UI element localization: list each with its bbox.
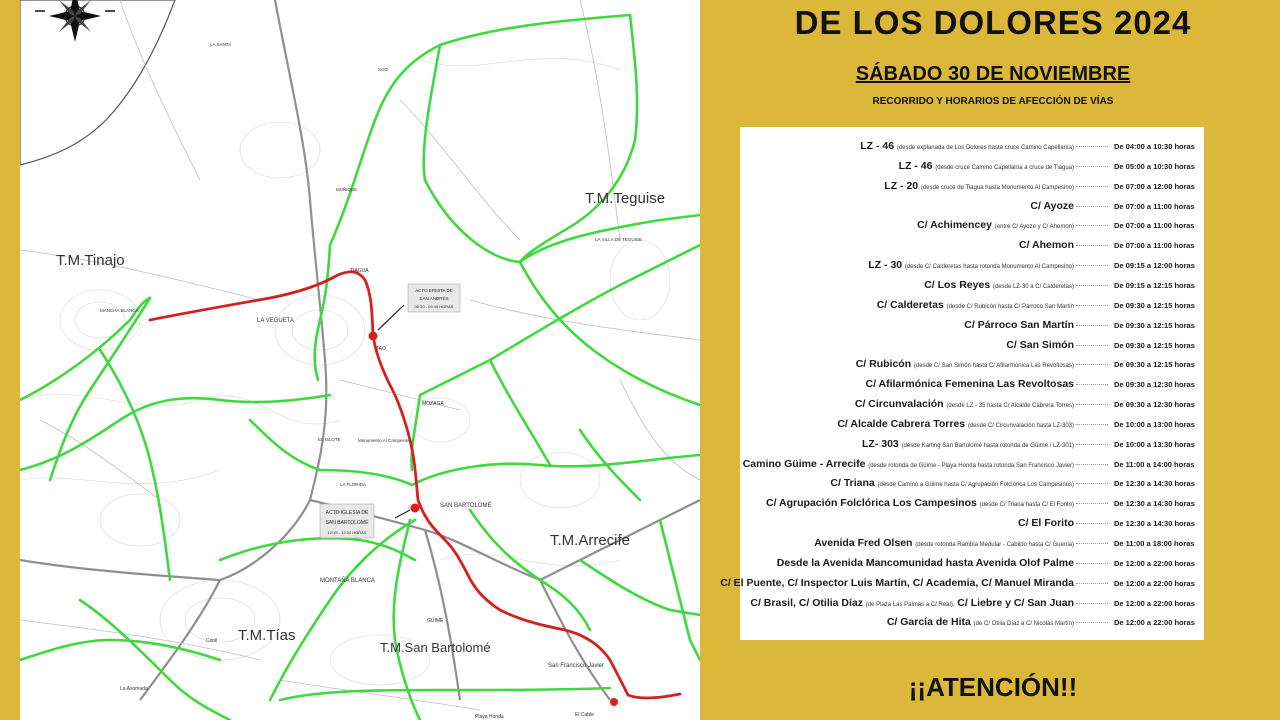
schedule-time: De 10:00 a 13:30 horas <box>1114 439 1195 449</box>
schedule-leader-dots <box>1076 146 1108 147</box>
municipality-label-teguise: T.M.Teguise <box>585 190 666 207</box>
schedule-road-main: C/ El Puente, C/ Inspector Luis Martín, C/ Academia, C/ Manuel Miranda <box>720 576 1074 589</box>
attention-text-cut <box>756 712 1236 720</box>
schedule-road-main: C/ Alcalde Cabrera Torres <box>837 417 966 430</box>
schedule-road-name <box>743 458 1074 470</box>
schedule-leader-dots <box>1076 384 1108 385</box>
schedule-road-detail: (desde LZ - 35 hasta C/ Alcalde Cabrera Torres) <box>946 403 1074 410</box>
schedule-row <box>740 534 1204 554</box>
schedule-row <box>740 276 1204 296</box>
place-label-tiagua: TIAGUA <box>350 268 369 274</box>
schedule-road-name <box>830 477 1074 489</box>
schedule-leader-dots <box>1076 404 1108 405</box>
schedule-road-main: C/ El Forito <box>1018 517 1074 530</box>
schedule-leader-dots <box>1076 603 1108 604</box>
event-callout-line3: 12:15 - 12:30 HORAS <box>327 530 367 535</box>
event-marker-san-bartolome <box>411 504 420 513</box>
schedule-road-main: LZ - 30 <box>868 259 903 272</box>
schedule-leader-dots <box>1076 206 1108 207</box>
schedule-road-detail: (desde rotonda Rambla Medular - Cabildo hasta C/ Guenia) <box>915 542 1074 548</box>
municipality-label-tias: T.M.Tías <box>238 627 296 644</box>
schedule-road-main: LZ - 20 <box>884 179 919 192</box>
schedule-road-main: C/ García de Hita <box>886 616 971 629</box>
place-label-soo: SOO <box>378 67 389 72</box>
schedule-time: De 09:30 a 12:15 horas <box>1114 300 1195 310</box>
schedule-road-name <box>964 319 1074 331</box>
event-callout-line1: ACTO ERMITA DE <box>415 288 453 293</box>
place-label-la-villa-de-teguise: LA VILLA DE TEGUISE <box>595 237 642 242</box>
schedule-leader-dots <box>1076 345 1108 346</box>
schedule-row <box>740 316 1204 336</box>
callout-line-san-andres <box>378 305 404 330</box>
schedule-road-detail: (desde explanada de Los Dolores hasta cruce Camino Capellanía) <box>896 145 1074 151</box>
schedule-row <box>740 435 1204 455</box>
schedule-road-name <box>1018 517 1074 529</box>
schedule-road-main: C/ Párroco San Martín <box>964 318 1074 331</box>
schedule-road-name <box>814 537 1074 549</box>
schedule-row <box>740 177 1204 197</box>
schedule-road-main: C/ Ayoze <box>1030 199 1074 212</box>
schedule-row <box>740 514 1204 534</box>
map-canvas <box>20 0 700 720</box>
schedule-time: De 11:00 a 14:00 horas <box>1114 459 1195 469</box>
green-roads <box>20 15 700 720</box>
info-panel <box>706 0 1280 720</box>
schedule-time: De 12:00 a 22:00 horas <box>1114 558 1195 568</box>
schedule-row <box>740 216 1204 236</box>
attention-heading: ¡¡ATENCIÓN!! <box>908 672 1078 702</box>
schedule-leader-dots <box>1076 444 1108 445</box>
schedule-road-main: LZ- 303 <box>862 437 899 450</box>
schedule-road-name <box>777 557 1074 569</box>
schedule-time: De 11:00 a 18:00 horas <box>1114 539 1195 548</box>
schedule-leader-dots <box>1076 543 1108 544</box>
place-label-san-bartolome: SAN BARTOLOMÉ <box>440 503 492 509</box>
schedule-row <box>740 474 1204 494</box>
page-subtitle: RECORRIDO Y HORARIOS DE AFECCIÓN DE VÍAS <box>872 96 1114 107</box>
schedule-road-detail: (desde cruce de Tiagua hasta Monumento Al Campesino) <box>920 184 1074 191</box>
place-label-la-vegueta: LA VEGUETA <box>257 318 294 324</box>
place-label-munique: MUÑIQUE <box>336 187 358 192</box>
schedule-time: De 05:00 a 10:30 horas <box>1114 161 1195 171</box>
place-label-conil: Conil <box>206 638 218 644</box>
schedule-road-name <box>862 438 1074 450</box>
place-label-la-asomada: La Asomada <box>120 686 148 692</box>
schedule-road-detail: (desde Camino a Güime hasta C/ Agrupación Folclórica Los Campesinos) <box>877 482 1074 489</box>
schedule-time: De 07:00 a 11:00 horas <box>1114 241 1195 251</box>
schedule-time: De 09:15 a 12:00 horas <box>1114 261 1195 271</box>
schedule-leader-dots <box>1076 265 1108 266</box>
schedule-row <box>740 336 1204 356</box>
schedule-time: De 12:30 a 14:30 horas <box>1114 499 1195 509</box>
schedule-row <box>740 494 1204 514</box>
schedule-road-main: C/ Afilarmónica Femenina Las Revoltosas <box>865 378 1074 391</box>
route-map <box>20 0 700 720</box>
callout-line-san-bartolome <box>395 510 410 518</box>
place-label-monumento: Monumento Al Campesino <box>358 438 411 443</box>
schedule-road-name <box>899 160 1074 172</box>
place-label-el-cable: El Cable <box>575 712 594 718</box>
schedule-row <box>720 574 1204 594</box>
schedule-road-detail: (desde cruce Camino Capellanía a cruce de Tiagua) <box>935 164 1074 171</box>
schedule-leader-dots <box>1076 285 1108 286</box>
schedule-leader-dots <box>1076 523 1108 524</box>
schedule-road-name <box>868 259 1074 271</box>
schedule-road-main: LZ - 46 <box>898 159 933 172</box>
schedule-road-detail: (desde C/ San Simón hasta C/ Afilarmónica Las Revoltosas) <box>913 363 1074 370</box>
place-label-tao: TAO <box>376 346 386 352</box>
schedule-road-main: C/ Circunvalación <box>854 398 944 411</box>
schedule-road-name <box>1006 339 1074 351</box>
event-callout-san-andres <box>408 284 460 312</box>
schedule-time: De 12:00 a 22:00 horas <box>1114 598 1195 608</box>
schedule-row <box>740 554 1204 574</box>
schedule-road-detail: (desde LZ-30 a C/ Calderetas) <box>992 283 1074 290</box>
schedule-road-main: C/ Agrupación Folclórica Los Campesinos <box>766 497 977 510</box>
schedule-time: De 12:30 a 14:30 horas <box>1114 479 1195 489</box>
schedule-road-name <box>856 358 1074 370</box>
page-title: DE LOS DOLORES 2024 <box>794 4 1192 41</box>
schedule-row <box>740 415 1204 435</box>
event-date: SÁBADO 30 DE NOVIEMBRE <box>855 63 1131 85</box>
place-label-playa-honda: Playa Honda <box>475 714 504 720</box>
event-callout-line2: SAN BARTOLOMÉ <box>325 520 369 526</box>
place-label-mozaga: MOZAGA <box>422 401 444 407</box>
schedule-leader-dots <box>1076 225 1108 226</box>
schedule-row <box>740 355 1204 375</box>
place-label-san-francisco-javier: San Francisco Javier <box>548 663 605 669</box>
schedule-leader-dots <box>1076 464 1108 465</box>
schedule-road-name <box>887 616 1074 628</box>
schedule-road-detail: (desde C/ Triana hasta C/ El Forito) <box>979 502 1074 509</box>
municipality-label-arrecife: T.M.Arrecife <box>550 532 631 549</box>
schedule-time: De 07:00 a 11:00 horas <box>1114 221 1195 231</box>
schedule-road-name <box>884 180 1074 192</box>
schedule-row <box>740 594 1204 614</box>
schedule-leader-dots <box>1076 583 1108 584</box>
schedule-time: De 09:30 a 12:15 horas <box>1114 340 1195 350</box>
schedule-table <box>720 127 1204 640</box>
schedule-road-main: Desde la Avenida Mancomunidad hasta Avenida Olof Palme <box>776 556 1074 569</box>
schedule-time: De 09:30 a 12:15 horas <box>1114 320 1195 330</box>
schedule-road-detail: (entre C/ Ayoze y C/ Ahemon) <box>994 224 1074 231</box>
schedule-road-detail: (desde C/ Rubicón hasta C/ Párroco San Martín <box>946 303 1074 310</box>
schedule-time: De 07:00 a 12:00 horas <box>1114 181 1195 191</box>
schedule-leader-dots <box>1076 503 1108 504</box>
schedule-leader-dots <box>1076 186 1108 187</box>
schedule-road-main: C/ Triana <box>830 477 875 490</box>
schedule-leader-dots <box>1076 563 1108 564</box>
schedule-road-name <box>865 378 1074 390</box>
schedule-time: De 10:00 a 13:00 horas <box>1114 419 1195 429</box>
schedule-road-name <box>860 140 1074 152</box>
schedule-time: De 12:00 a 22:00 horas <box>1114 578 1195 588</box>
place-label-mancha-blanca: MANCHA BLANCA <box>100 308 139 313</box>
schedule-row <box>740 157 1204 177</box>
schedule-road-main: LZ - 46 <box>860 140 895 152</box>
schedule-road-detail: (desde Karting San Bartolomé hasta rotonda de Güime / LZ-301) <box>901 442 1074 449</box>
schedule-road-name <box>750 597 1074 609</box>
schedule-time: De 12:30 a 14:30 horas <box>1114 519 1195 529</box>
schedule-road-name <box>917 219 1074 231</box>
event-callout-line1: ACTO IGLESIA DE <box>325 510 369 516</box>
municipality-label-san-bartolome: T.M.San Bartolomé <box>380 640 491 655</box>
schedule-road-name <box>877 299 1074 311</box>
schedule-leader-dots <box>1076 424 1108 425</box>
schedule-road-main: C/ Calderetas <box>876 298 944 311</box>
place-label-montana-blanca: MONTAÑA BLANCA <box>320 578 375 584</box>
event-callout-line2: SAN ANDRÉS <box>419 296 449 301</box>
schedule-time: De 09:30 a 12:30 horas <box>1114 400 1195 410</box>
schedule-row <box>740 256 1204 276</box>
schedule-road-detail: (desde C/ Circunvalación hasta LZ-303) <box>967 422 1074 429</box>
schedule-row <box>740 455 1204 475</box>
schedule-road-detail: (desde C/ Calderetas hasta rotonda Monumento Al Campesino) <box>904 264 1074 271</box>
schedule-leader-dots <box>1076 483 1108 484</box>
schedule-row <box>740 375 1204 395</box>
schedule-leader-dots <box>1076 622 1108 623</box>
schedule-leader-dots <box>1076 325 1108 326</box>
schedule-time: De 09:30 a 12:15 horas <box>1114 360 1195 370</box>
schedule-leader-dots <box>1076 245 1108 246</box>
schedule-time: De 09:30 a 12:30 horas <box>1114 380 1195 390</box>
schedule-road-name <box>720 577 1074 589</box>
schedule-road-name <box>1019 239 1074 251</box>
schedule-time: De 07:00 a 11:00 horas <box>1114 201 1195 211</box>
event-marker-arrecife <box>610 698 618 706</box>
schedule-road-name <box>1030 200 1074 212</box>
schedule-time: De 04:00 a 10:30 horas <box>1114 142 1195 151</box>
place-label-el-islote: EL ISLOTE <box>318 437 341 442</box>
schedule-row <box>740 236 1204 256</box>
schedule-road-detail: (desde rotonda de Güime - Playa Honda hasta rotonda San Francisco Javier) <box>868 462 1074 469</box>
place-label-guime: GÜIME <box>427 618 444 624</box>
municipal-boundaries <box>20 0 700 700</box>
place-label-la-florida: LA FLORIDA <box>340 482 367 487</box>
schedule-road-main: C/ Achimencey <box>917 219 992 232</box>
municipality-label-tinajo: T.M.Tinajo <box>56 252 125 269</box>
schedule-row <box>740 137 1204 157</box>
coastline <box>20 0 175 165</box>
schedule-row <box>740 296 1204 316</box>
schedule-row <box>740 197 1204 217</box>
schedule-road-name <box>924 279 1074 291</box>
schedule-road-main: Camino Güime - Arrecife <box>742 457 866 470</box>
schedule-road-main: C/ San Simón <box>1006 338 1074 351</box>
schedule-road-detail: (de C/ Otilia Díaz a C/ Nicolás Martín) <box>973 621 1074 628</box>
schedule-leader-dots <box>1076 364 1108 365</box>
event-callout-line3: 08:30 - 09:45 HORAS <box>414 304 454 309</box>
terrain-contours <box>20 58 670 685</box>
schedule-leader-dots <box>1076 305 1108 306</box>
schedule-time: De 09:15 a 12:15 horas <box>1114 280 1195 290</box>
schedule-road-main: Avenida Fred Olsen <box>814 537 913 549</box>
schedule-leader-dots <box>1076 166 1108 167</box>
schedule-road-name <box>855 398 1074 410</box>
schedule-row <box>740 613 1204 633</box>
schedule-road-main: C/ Los Reyes <box>924 278 991 291</box>
schedule-road-main: C/ Rubicón <box>855 358 912 371</box>
place-label-la-santa: LA SANTA <box>210 42 232 47</box>
event-marker-san-andres <box>369 332 378 341</box>
schedule-road-name <box>766 497 1074 509</box>
schedule-time: De 12:00 a 22:00 horas <box>1114 618 1195 628</box>
schedule-road-main-2: C/ Liebre y C/ San Juan <box>957 596 1074 609</box>
schedule-road-main: C/ Brasil, C/ Otilia Díaz <box>750 596 864 609</box>
event-callout-san-bartolome <box>320 504 374 538</box>
schedule-row <box>740 395 1204 415</box>
schedule-road-main: C/ Ahemon <box>1018 239 1074 252</box>
schedule-road-detail: (de Plaza Las Palmas a C/ Real), <box>865 601 955 608</box>
schedule-road-name <box>837 418 1074 430</box>
